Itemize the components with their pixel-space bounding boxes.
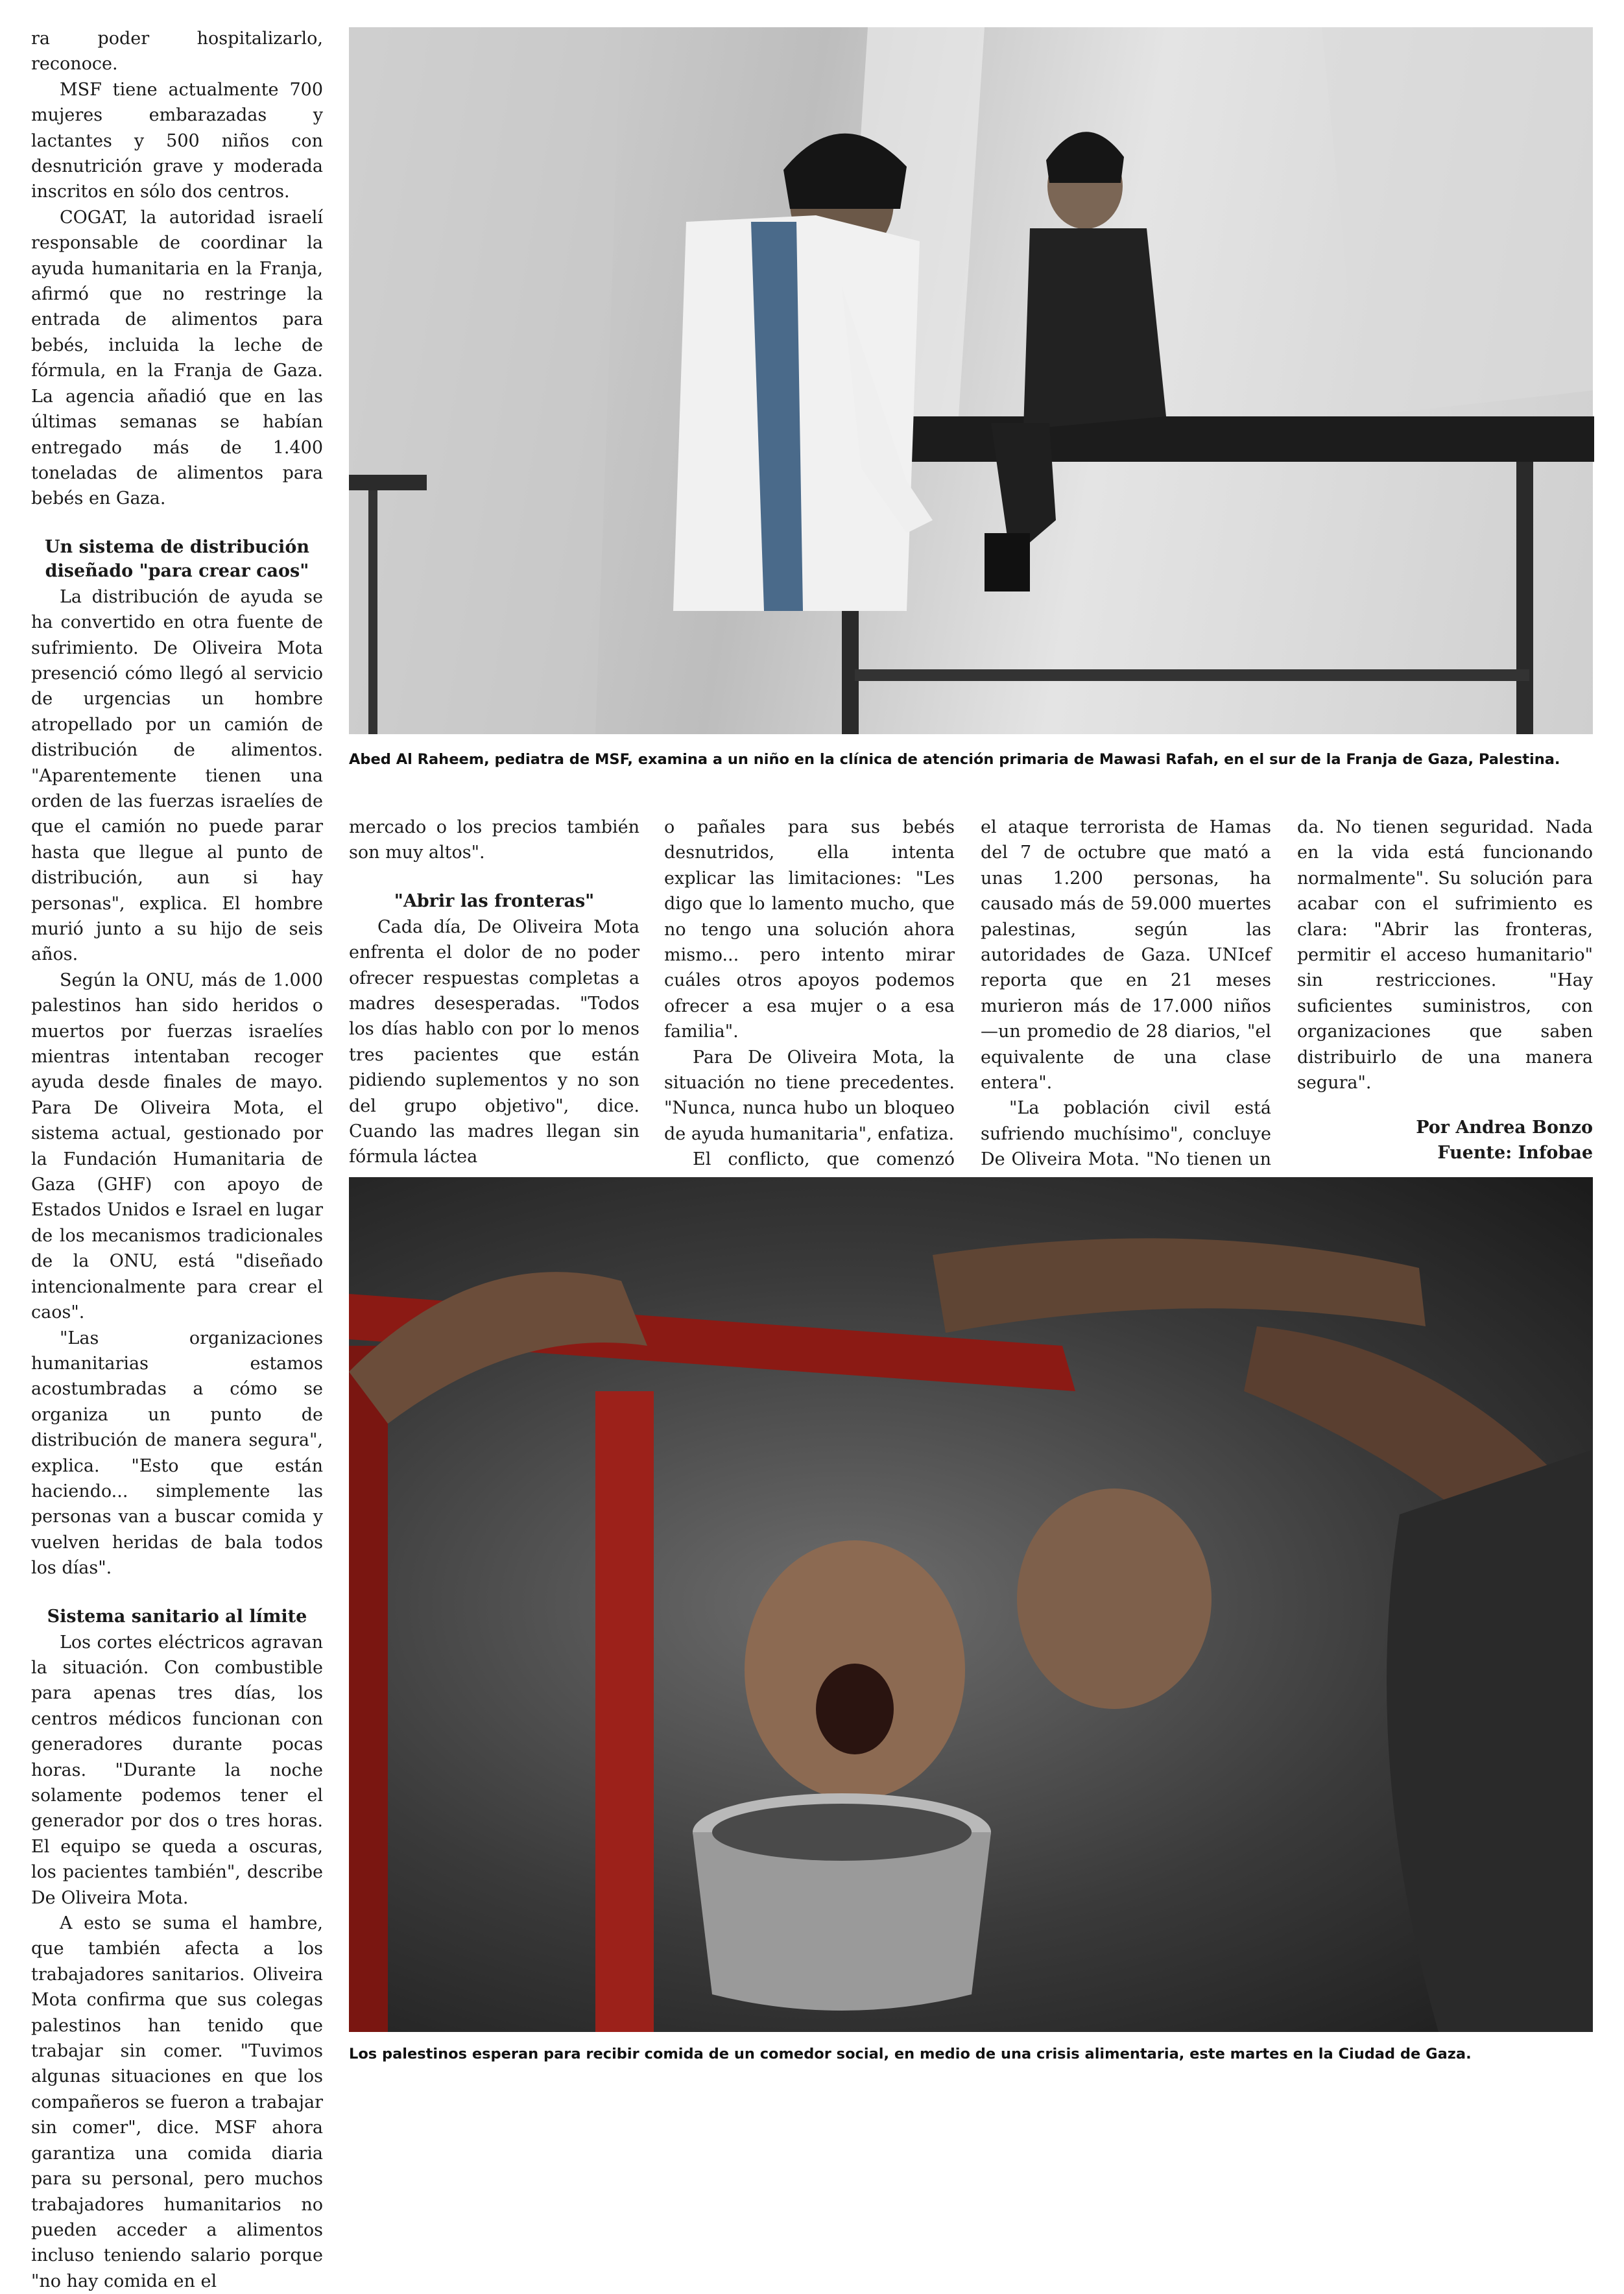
- paragraph: o pañales para sus bebés desnutridos, ella intenta explicar las limitaciones: "Les digo que lo lamento mucho, que no tengo una solución ahora mismo... pero intento mirar cuáles otros apoyos podemos ofrecer a esa mujer o a esa familia".: [664, 817, 955, 1042]
- article-column-3: [664, 815, 955, 1170]
- byline: [1297, 1115, 1593, 1165]
- paragraph: Según la ONU, más de 1.000 palestinos han sido heridos o muertos por fuerzas israelíes mientras intentaban recoger ayuda desde finales de mayo. Para De Oliveira Mota, el sistema actual, gestionado por la Fundación Humanitaria de Gaza (GHF) con apoyo de Estados Unidos e Israel en lugar de los mecanismos tradicionales de la ONU, está "diseñado intencionalmente para crear el caos".: [31, 970, 323, 1323]
- paragraph: El conflicto, que comenzó: [693, 1149, 955, 1170]
- photo-caption: Abed Al Raheem, pediatra de MSF, examina a un niño en la clínica de atención primaria de Mawasi Rafah, en el sur de la Franja de Gaza, Palestina.: [349, 751, 1560, 768]
- paragraph: Para De Oliveira Mota, la situación no tiene precedentes. "Nunca, nunca hubo un bloqueo de ayuda humanitaria", enfatiza.: [664, 1047, 955, 1144]
- article-column-2: [349, 815, 639, 1167]
- photo-illustration: [349, 27, 1593, 734]
- article-column-5: [1297, 815, 1593, 1164]
- paragraph: "Las organizaciones humanitarias estamos acostumbradas a cómo se organiza un punto de distribución de manera segura", explica. "Esto que están haciendo... simplemente las personas van a buscar comida y vuelven heridas de bala todos los días".: [31, 1328, 323, 1579]
- paragraph: Cada día, De Oliveira Mota enfrenta el dolor de no poder ofrecer respuestas completas a madres desesperadas. "Todos los días hablo con por lo menos tres pacientes que están pidiendo suplementos y no son del grupo objetivo", dice. Cuando las madres llegan sin fórmula láctea: [349, 916, 639, 1167]
- paragraph: ra poder hospitalizarlo, reconoce.: [31, 29, 323, 75]
- paragraph: Los cortes eléctricos agravan la situación. Con combustible para apenas tres días, los centros médicos funcionan con generadores durante pocas horas. "Durante la noche solamente podemos tener el generador por dos o tres horas. El equipo se queda a oscuras, los pacientes también", describe De Oliveira Mota.: [31, 1632, 323, 1908]
- paragraph: da. No tienen seguridad. Nada en la vida está funcionando normalmente". Su solución para acabar con el sufrimiento es clara: "Abrir las fronteras, permitir el acceso humanitario" sin restricciones. "Hay suficientes suministros, con organizaciones que saben distribuirlo de una manera segura".: [1297, 817, 1593, 1093]
- article-column-4: [981, 815, 1271, 1170]
- photo-caption: Los palestinos esperan para recibir comida de un comedor social, en medio de una crisis alimentaria, este martes en la Ciudad de Gaza.: [349, 2046, 1472, 2062]
- paragraph: "La población civil está sufriendo muchísimo", concluye De Oliveira Mota. "No tienen un: [981, 1098, 1271, 1170]
- author: Por Andrea Bonzo: [1416, 1117, 1593, 1138]
- paragraph: mercado o los precios también son muy altos".: [349, 817, 639, 863]
- photo-children-waiting-for-food: [349, 1177, 1593, 2032]
- photo-pediatrician-examining-child: [349, 27, 1593, 734]
- source: Fuente: Infobae: [1437, 1143, 1593, 1164]
- paragraph: La distribución de ayuda se ha convertido en otra fuente de sufrimiento. De Oliveira Mota presenció cómo llegó al servicio de urgencias un hombre atropellado por un camión de distribución de alimentos. "Aparentemente tienen una orden de las fuerzas israelíes de que el camión no puede parar hasta que llegue al punto de distribución, aun si hay personas", explica. El hombre murió junto a su hijo de seis años.: [31, 586, 323, 965]
- paragraph: el ataque terrorista de Hamas del 7 de octubre que mató a unas 1.200 personas, ha causado más de 59.000 muertes palestinas, según las autoridades de Gaza. UNIcef reporta que en 21 meses murieron más de 17.000 niños —un promedio de 28 diarios, "el equivalente de una clase entera".: [981, 817, 1271, 1093]
- paragraph: COGAT, la autoridad israelí responsable de coordinar la ayuda humanitaria en la Franja, afirmó que no restringe la entrada de alimentos para bebés, incluida la leche de fórmula, en la Franja de Gaza. La agencia añadió que en las últimas semanas se habían entregado más de 1.400 toneladas de alimentos para bebés en Gaza.: [31, 207, 323, 509]
- subheading-health-system: Sistema sanitario al límite: [47, 1606, 307, 1627]
- paragraph: MSF tiene actualmente 700 mujeres embarazadas y lactantes y 500 niños con desnutrición grave y moderada inscritos en sólo dos centros.: [31, 79, 323, 202]
- subheading-open-borders: "Abrir las fronteras": [394, 890, 595, 911]
- photo-illustration: [349, 1177, 1593, 2032]
- subheading-distribution-system: Un sistema de distribución diseñado "para crear caos": [45, 536, 309, 581]
- paragraph: A esto se suma el hambre, que también afecta a los trabajadores sanitarios. Oliveira Mota confirma que sus colegas palestinos han tenido que trabajar sin comer. "Tuvimos algunas situaciones en que los compañeros se fueron a trabajar sin comer", dice. MSF ahora garantiza una comida diaria para su personal, pero muchos trabajadores humanitarios no pueden acceder a alimentos incluso teniendo salario porque "no hay comida en el: [31, 1913, 323, 2291]
- article-column-1: [31, 26, 323, 2291]
